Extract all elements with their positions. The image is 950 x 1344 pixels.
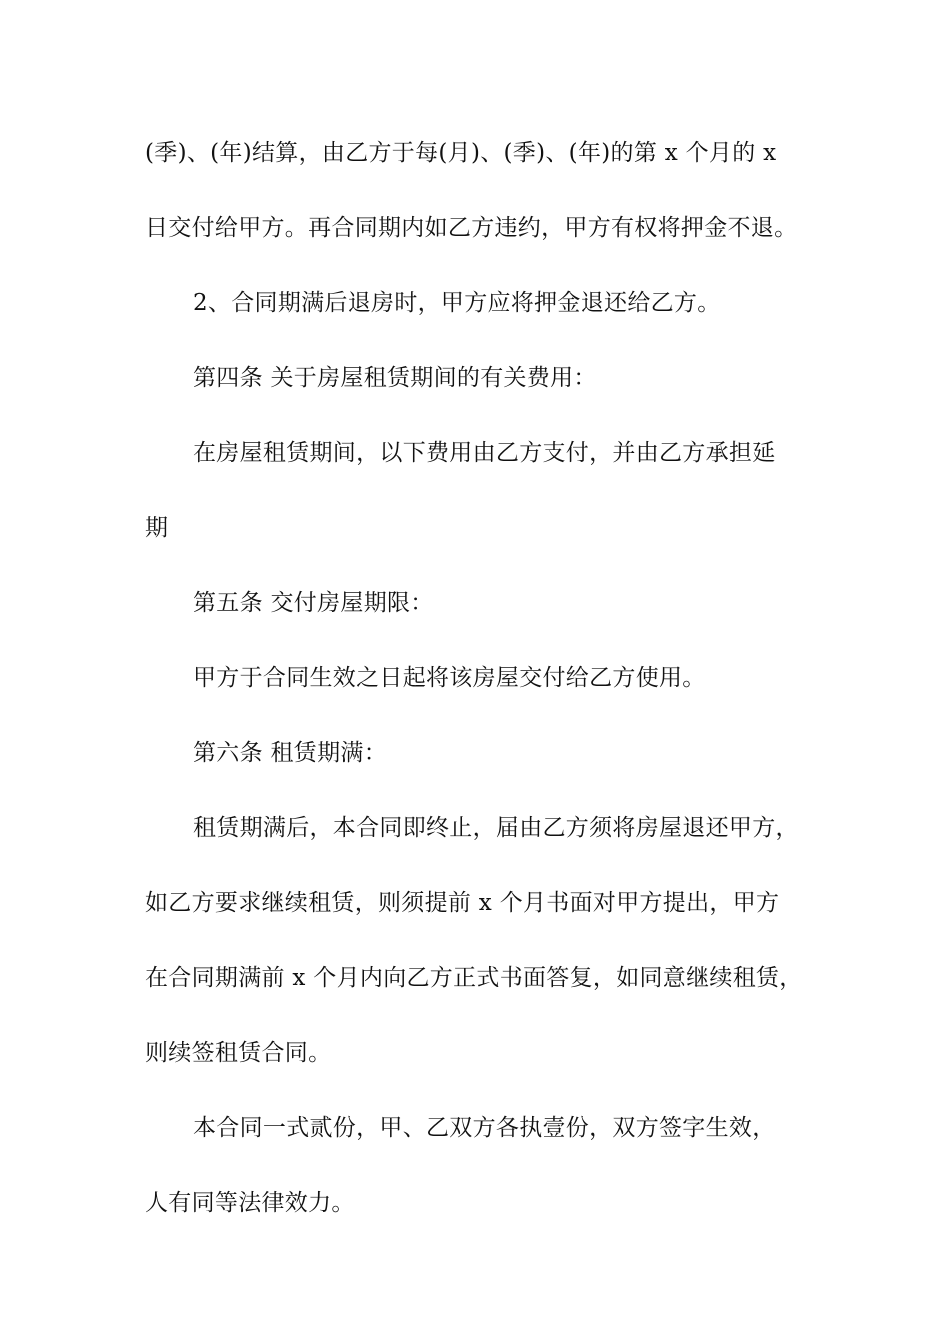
section-heading: 第六条 租赁期满： [193,740,388,766]
text-line: 日交付给甲方。再合同期内如乙方违约，甲方有权将押金不退。 [145,215,798,241]
paragraph-line: 本合同一式贰份，甲、乙双方各执壹份，双方签字生效， [193,1115,776,1141]
text-line: 如乙方要求继续租赁，则须提前 x 个月书面对甲方提出，甲方 [145,890,780,916]
section-heading: 第四条 关于房屋租赁期间的有关费用： [193,365,597,391]
paragraph-line: 在房屋租赁期间，以下费用由乙方支付，并由乙方承担延 [193,440,776,466]
paragraph-line: 甲方于合同生效之日起将该房屋交付给乙方使用。 [193,665,706,691]
text-line: 在合同期满前 x 个月内向乙方正式书面答复，如同意继续租赁， [145,965,803,991]
text-line: (季)、(年)结算，由乙方于每(月)、(季)、(年)的第 x 个月的 x [145,140,777,166]
text-line: 人有同等法律效力。 [145,1190,355,1216]
section-heading: 第五条 交付房屋期限： [193,590,434,616]
paragraph-line: 租赁期满后，本合同即终止，届由乙方须将房屋退还甲方， [193,815,799,841]
text-line: 则续签租赁合同。 [145,1040,332,1066]
paragraph-line: 2、合同期满后退房时，甲方应将押金退还给乙方。 [193,290,721,316]
text-line: 期 [145,515,169,541]
